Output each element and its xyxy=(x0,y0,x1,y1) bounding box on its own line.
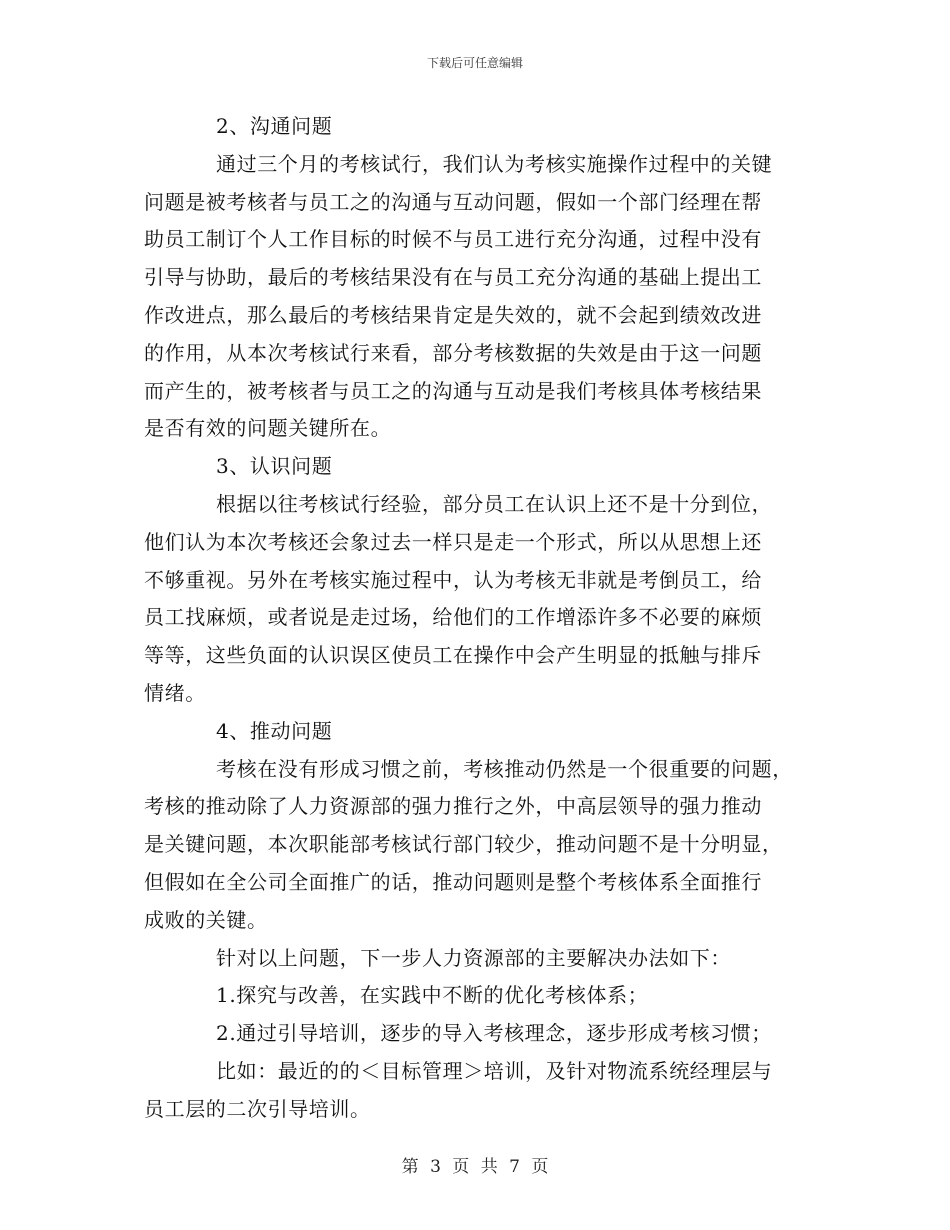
text-line: 4、推动问题 xyxy=(216,718,333,743)
text-line: 员工找麻烦，或者说是走过场，给他们的工作增添许多不必要的麻烦 xyxy=(144,605,762,630)
text-line: 成败的关键。 xyxy=(144,907,268,932)
document-body xyxy=(144,108,814,1129)
text-line: 比如：最近的的＜目标管理＞培训，及针对物流系统经理层与 xyxy=(216,1058,773,1083)
text-line: 员工层的二次引导培训。 xyxy=(144,1096,371,1121)
text-line: 引导与协助，最后的考核结果没有在与员工充分沟通的基础上提出工 xyxy=(144,265,762,290)
text-line: 考核在没有形成习惯之前，考核推动仍然是一个很重要的问题， xyxy=(216,756,793,781)
text-line: 2.通过引导培训，逐步的导入考核理念，逐步形成考核习惯； xyxy=(216,1021,772,1046)
text-line: 2、沟通问题 xyxy=(216,114,333,138)
text-line: 但假如在全公司全面推广的话，推动问题则是整个考核体系全面推行 xyxy=(144,869,762,894)
text-line: 针对以上问题，下一步人力资源部的主要解决办法如下： xyxy=(216,945,731,970)
text-line: 情绪。 xyxy=(144,680,206,705)
page-header: 下载后可任意编辑 xyxy=(426,56,523,70)
text-line: 不够重视。另外在考核实施过程中，认为考核无非就是考倒员工，给 xyxy=(144,567,762,592)
text-line: 等等，这些负面的认识误区使员工在操作中会产生明显的抵触与排斥 xyxy=(144,643,762,668)
text-line: 问题是被考核者与员工之的沟通与互动问题，假如一个部门经理在帮 xyxy=(144,189,762,214)
text-line: 通过三个月的考核试行，我们认为考核实施操作过程中的关键 xyxy=(216,151,773,176)
text-line: 考核的推动除了人力资源部的强力推行之外，中高层领导的强力推动 xyxy=(144,794,762,819)
text-line: 3、认识问题 xyxy=(216,454,333,479)
text-line: 是否有效的问题关键所在。 xyxy=(144,416,392,441)
text-line: 而产生的，被考核者与员工之的沟通与互动是我们考核具体考核结果 xyxy=(144,378,762,403)
text-line: 根据以往考核试行经验，部分员工在认识上还不是十分到位， xyxy=(216,491,773,516)
text-line: 助员工制订个人工作目标的时候不与员工进行充分沟通，过程中没有 xyxy=(144,227,762,252)
text-line: 的作用，从本次考核试行来看，部分考核数据的失效是由于这一问题 xyxy=(144,340,762,365)
page-number: 第 3 页 共 7 页 xyxy=(401,1157,549,1177)
text-line: 是关键问题，本次职能部考核试行部门较少，推动问题不是十分明显， xyxy=(144,832,783,857)
text-line: 1.探究与改善，在实践中不断的优化考核体系； xyxy=(216,983,649,1008)
text-line: 他们认为本次考核还会象过去一样只是走一个形式，所以从思想上还 xyxy=(144,529,762,554)
text-line: 作改进点，那么最后的考核结果肯定是失效的，就不会起到绩效改进 xyxy=(144,302,762,327)
